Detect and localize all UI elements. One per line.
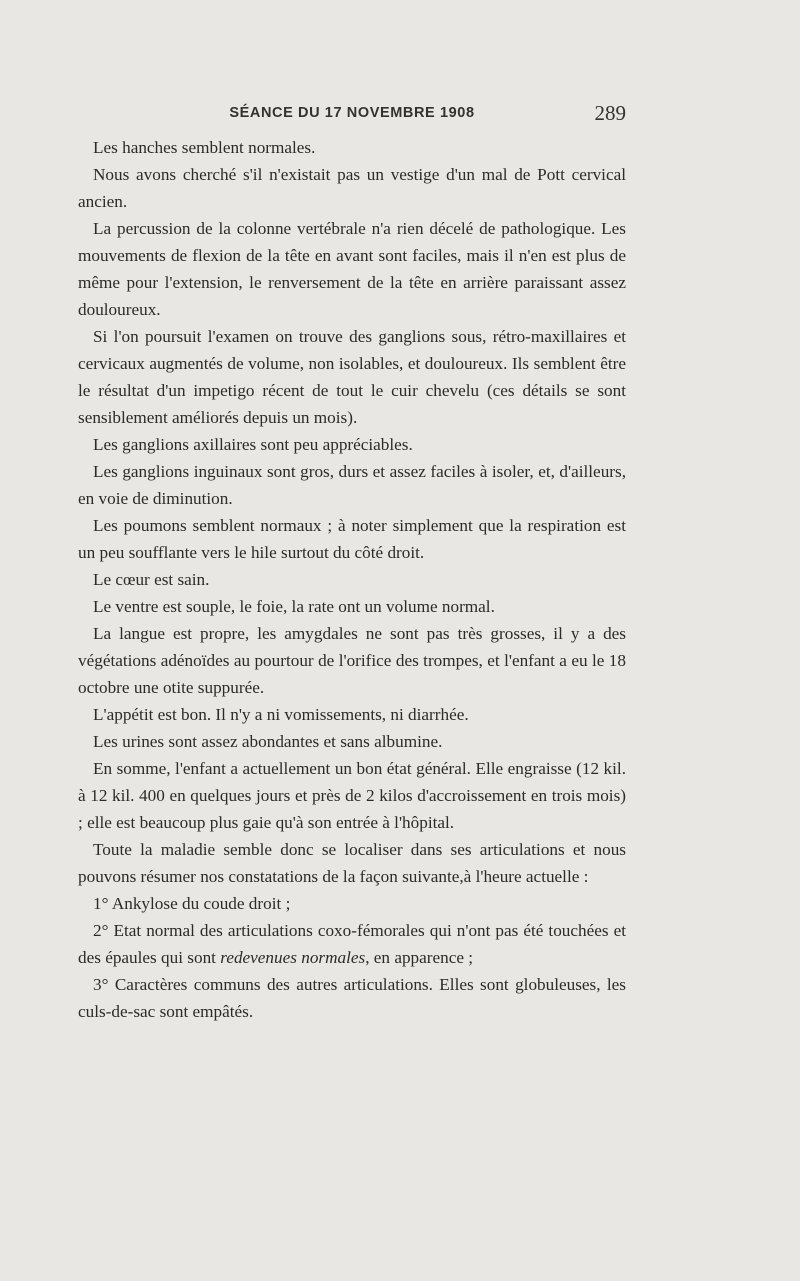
list-item-2-tail: , en apparence ;: [365, 948, 474, 967]
paragraph: Le ventre est souple, le foie, la rate ont un volume normal.: [93, 597, 495, 616]
paragraph: La langue est propre, les amygdales ne sont pas très grosses, il y a des végétations adénoïdes au pourtour de l'orifice des trompes, et l'enfant a eu le 18 octobre une otite suppurée.: [78, 624, 626, 697]
paragraph: En somme, l'enfant a actuellement un bon état général. Elle engraisse (12 kil. à 12 kil. 400 en quelques jours et près de 2 kilos d'accroissement en trois mois) ; elle est beaucoup plus gaie qu'à son entrée à l'hôpital.: [78, 759, 626, 832]
paragraph: Le cœur est sain.: [93, 570, 210, 589]
running-title: SÉANCE DU 17 NOVEMBRE 1908: [229, 105, 475, 121]
paragraph: Les ganglions axillaires sont peu appréciables.: [93, 435, 413, 454]
page-header: [78, 103, 626, 129]
paragraph: La percussion de la colonne vertébrale n'a rien décelé de pathologique. Les mouvements de flexion de la tête en avant sont faciles, mais il n'en est plus de même pour l'extension, le renversement de la tête en arrière paraissant assez douloureux.: [78, 219, 626, 319]
paragraph: Les poumons semblent normaux ; à noter simplement que la respiration est un peu soufflante vers le hile surtout du côté droit.: [78, 516, 626, 562]
list-item-3: 3° Caractères communs des autres articulations. Elles sont globuleuses, les culs-de-sac sont empâtés.: [78, 975, 626, 1021]
paragraph: Si l'on poursuit l'examen on trouve des ganglions sous, rétro-maxillaires et cervicaux augmentés de volume, non isolables, et douloureux. Ils semblent être le résultat d'un impetigo récent de tout le cuir chevelu (ces détails se sont sensiblement améliorés depuis un mois).: [78, 327, 626, 427]
page-number: 289: [594, 101, 626, 125]
list-item-2-emphasis: redevenues normales: [220, 948, 366, 967]
body-text: [78, 134, 626, 1025]
list-item-1: 1° Ankylose du coude droit ;: [93, 894, 291, 913]
list-item-2-text: 2° Etat normal des articulations coxo-fémorales qui n'ont pas été touchées et des épaules qui sont: [78, 921, 626, 967]
paragraph: Nous avons cherché s'il n'existait pas un vestige d'un mal de Pott cervical ancien.: [78, 165, 626, 211]
paragraph: L'appétit est bon. Il n'y a ni vomissements, ni diarrhée.: [93, 705, 469, 724]
paragraph: Toute la maladie semble donc se localiser dans ses articulations et nous pouvons résumer nos constatations de la façon suivante,à l'heure actuelle :: [78, 840, 626, 886]
list-item-2: [78, 917, 626, 971]
paragraph: Les ganglions inguinaux sont gros, durs et assez faciles à isoler, et, d'ailleurs, en voie de diminution.: [78, 462, 626, 508]
paragraph: Les urines sont assez abondantes et sans albumine.: [93, 732, 443, 751]
paragraph: Les hanches semblent normales.: [93, 138, 316, 157]
